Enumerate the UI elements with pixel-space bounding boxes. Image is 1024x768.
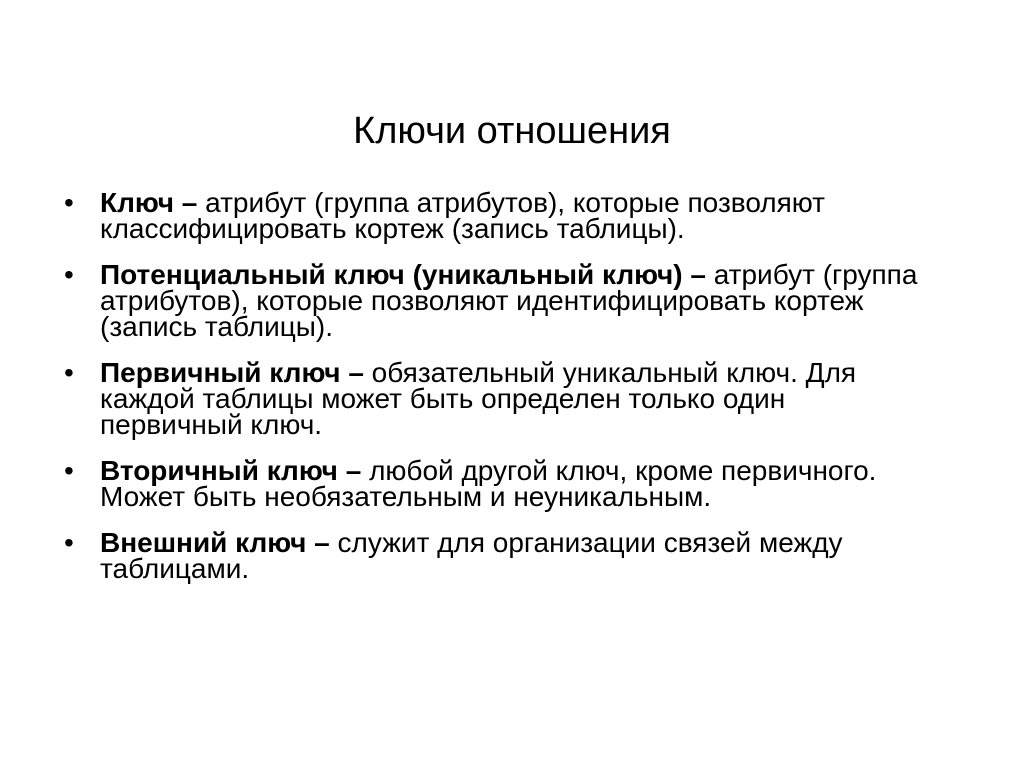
bullet-icon: •	[64, 357, 74, 388]
bullet-term: Первичный ключ –	[100, 357, 364, 388]
page-title: Ключи отношения	[353, 110, 671, 152]
bullet-icon: •	[64, 259, 74, 290]
bullet-definition: атрибут (группа атрибутов), которые позволяют идентифицировать кортеж (запись таблицы).	[100, 259, 918, 342]
bullet-term: Внешний ключ –	[100, 527, 330, 558]
bullet-term: Потенциальный ключ (уникальный ключ) –	[100, 259, 706, 290]
bullet-icon: •	[64, 455, 74, 486]
list-item	[64, 527, 920, 584]
bullet-icon: •	[64, 187, 74, 218]
bullet-text	[100, 527, 843, 584]
list-item	[64, 187, 920, 244]
bullet-definition: обязательный уникальный ключ. Для каждой таблицы может быть определен только один первичный ключ.	[100, 357, 857, 440]
bullet-text	[100, 357, 856, 440]
bullet-text	[100, 259, 917, 342]
bullet-text	[100, 187, 825, 244]
list-item	[64, 357, 920, 440]
list-item	[64, 259, 920, 342]
bullet-definition: атрибут (группа атрибутов), которые позволяют классифицировать кортеж (запись таблицы).	[100, 187, 826, 244]
list-item	[64, 455, 920, 512]
bullet-definition: любой другой ключ, кроме первичного. Может быть необязательным и неуникальным.	[100, 455, 877, 512]
bullet-term: Вторичный ключ –	[100, 455, 362, 486]
bullet-icon: •	[64, 527, 74, 558]
bullet-definition: служит для организации связей между таблицами.	[100, 527, 843, 584]
bullet-list	[64, 187, 920, 602]
bullet-term: Ключ –	[100, 187, 198, 218]
bullet-text	[100, 455, 876, 512]
